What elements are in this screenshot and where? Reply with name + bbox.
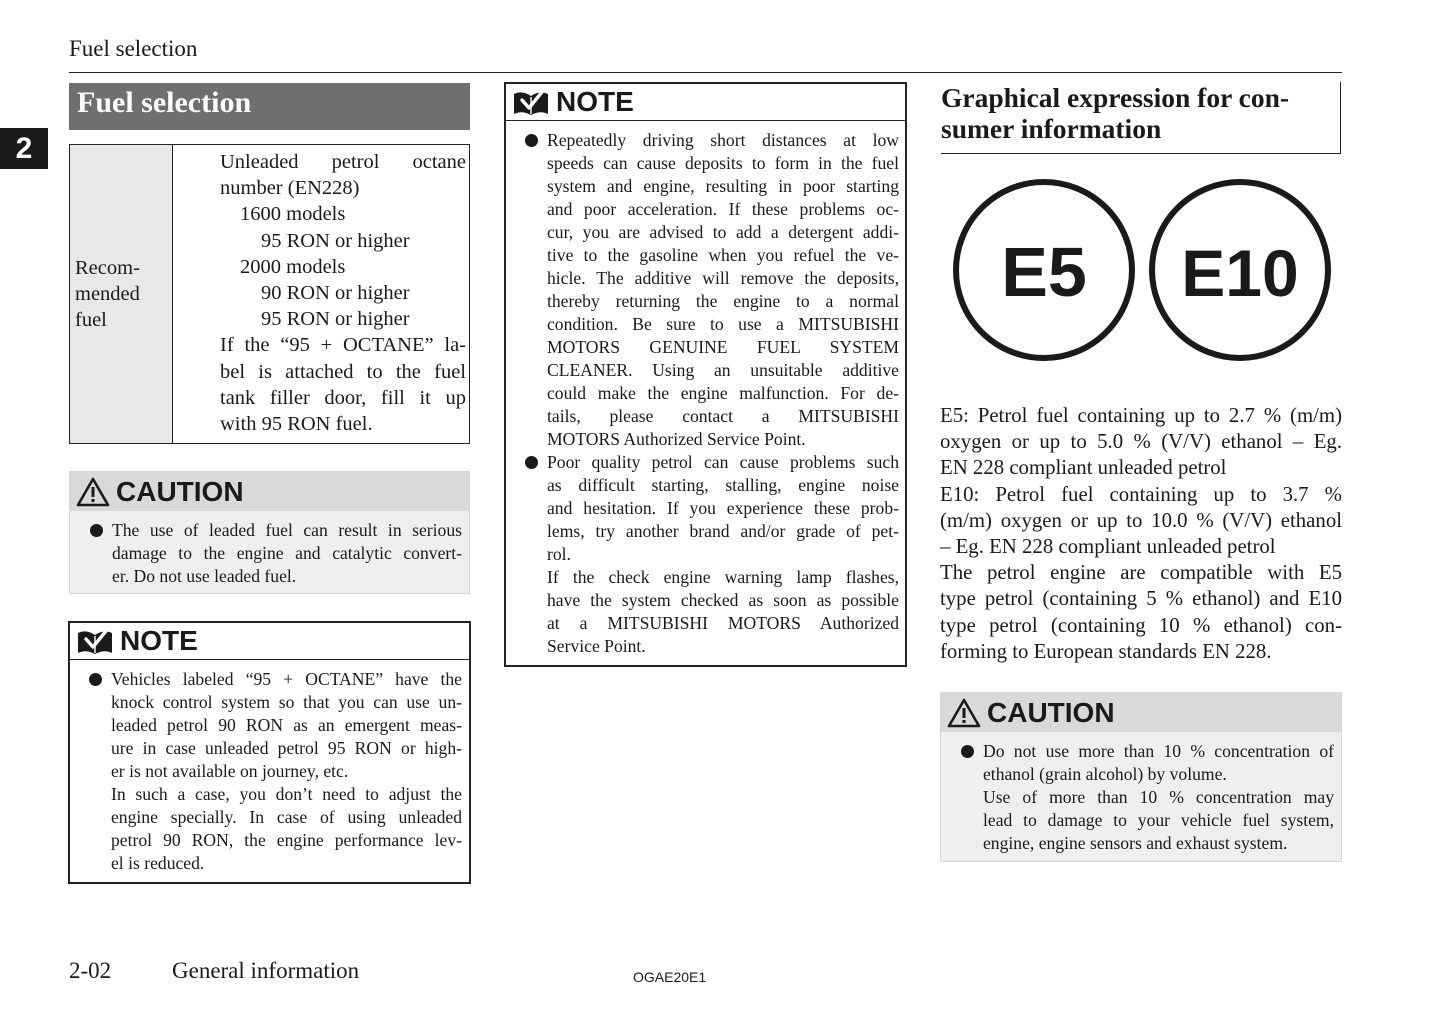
caution-label: CAUTION [987,696,1115,728]
note-line: cur, you are advised to add a detergent addi- [547,222,899,242]
note-line: MOTORS Authorized Service Point. [547,429,806,449]
note-line: In such a case, you don’t need to adjust the [111,784,462,804]
fuel-spec-line: If the “95 + OCTANE” la- [220,334,466,357]
note-line: lems, try another brand and/or grade of pet- [547,521,899,541]
section-title: Fuel selection [69,83,470,130]
caution-line: The use of leaded fuel can result in serious [112,520,462,540]
bullet-icon [525,134,538,147]
chapter-tab: 2 [0,128,48,169]
fuel-table-row-label [75,255,140,334]
fuel-table-label-cell [70,145,173,443]
note-line: tails, please contact a MITSUBISHI [547,406,899,426]
fuel-spec-line: tank filler door, fill it up [220,386,466,409]
note-line: and hesitation. If you experience these prob- [547,498,899,518]
note-list [547,129,899,658]
fuel-spec-line: with 95 RON fuel. [220,413,373,436]
note-label: NOTE [556,86,634,117]
note-line: and poor acceleration. If these problems oc- [547,199,899,219]
header-rule [69,72,1342,73]
list-item [983,740,1334,855]
running-head: Fuel selection [69,36,198,61]
graphical-expression-title [941,82,1341,154]
caution-list [112,519,462,588]
note-box-deposits [504,82,907,667]
model-2000-ron-95: 95 RON or higher [261,308,410,331]
model-1600: 1600 models [240,203,346,226]
note-heading [506,84,905,121]
fuel-table-value-cell [220,149,466,437]
caution-label: CAUTION [116,475,244,507]
fuel-label-explanation [940,403,1342,665]
explanation-line: E10: Petrol fuel containing up to 3.7 % [940,482,1342,506]
e5-badge [956,182,1132,358]
e10-badge [1152,182,1328,358]
caution-line: Do not use more than 10 % concentration of [983,741,1334,761]
explanation-line: – Eg. EN 228 compliant unleaded petrol [940,535,1276,559]
list-item [111,668,462,875]
note-line: Service Point. [547,636,646,656]
note-line: Poor quality petrol can cause problems such [547,452,899,472]
note-line: rol. [547,544,571,564]
row-label-line: Recom- [75,257,140,279]
fuel-table [69,144,470,444]
model-2000: 2000 models [240,255,346,278]
caution-box-leaded-fuel [69,471,470,594]
explanation-line: EN 228 compliant unleaded petrol [940,456,1227,480]
bullet-icon [89,673,102,686]
caution-line: er. Do not use leaded fuel. [112,566,297,586]
row-label-line: fuel [75,309,107,332]
explanation-line: forming to European standards EN 228. [940,639,1272,663]
model-1600-ron: 95 RON or higher [261,229,410,252]
warning-triangle-icon [947,698,981,728]
caution-heading [70,472,469,511]
e5-label: E5 [1001,233,1087,311]
bullet-icon [525,456,538,469]
note-line: er is not available on journey, etc. [111,761,349,781]
list-item [112,519,462,588]
title-line: Graphical expression for con- [941,82,1290,113]
document-code: OGAE20E1 [633,969,707,985]
caution-line: Use of more than 10 % concentration may [983,787,1334,807]
caution-list [983,740,1334,855]
explanation-line: oxygen or up to 5.0 % (V/V) ethanol – Eg. [940,430,1342,454]
explanation-line: E5: Petrol fuel containing up to 2.7 % (m/m) [940,404,1342,427]
open-book-check-icon [512,88,550,116]
chapter-name: General information [172,958,360,983]
list-item [547,451,899,658]
bullet-icon [90,524,103,537]
caution-line: engine, engine sensors and exhaust system. [983,833,1288,853]
note-line: leaded petrol 90 RON as an emergent meas- [111,715,462,735]
note-line: system and engine, resulting in poor starting [547,176,899,196]
page-number: 2-02 [69,958,112,983]
list-item [547,129,899,451]
note-line: as difficult starting, stalling, engine noise [547,475,899,495]
fuel-spec-line: bel is attached to the fuel [220,360,466,383]
explanation-line: (m/m) oxygen or up to 10.0 % (V/V) ethanol [940,508,1342,532]
note-line: thereby returning the engine to a normal [547,291,899,311]
model-2000-ron-90: 90 RON or higher [261,282,410,305]
note-line: condition. Be sure to use a MITSUBISHI [547,314,899,334]
bullet-icon [961,745,974,758]
open-book-check-icon [76,627,114,655]
e10-label: E10 [1181,236,1299,310]
caution-line: damage to the engine and catalytic convert- [112,543,462,563]
note-line: MOTORS GENUINE FUEL SYSTEM [547,337,899,357]
note-box-95-octane [68,621,471,884]
note-line: tive to the gasoline when you refuel the ve- [547,245,899,265]
note-line: CLEANER. Using an unsuitable additive [547,360,899,380]
note-list [111,668,462,875]
fuel-label-badges [952,176,1334,364]
title-line: sumer information [941,113,1162,144]
note-line: knock control system so that you can use un- [111,692,462,712]
note-line: petrol 90 RON, the engine performance lev- [111,830,462,850]
note-line: speeds can cause deposits to form in the fuel [547,153,899,173]
caution-line: ethanol (grain alcohol) by volume. [983,764,1227,784]
warning-triangle-icon [76,477,110,507]
caution-box-ethanol [940,692,1342,862]
note-line: at a MITSUBISHI MOTORS Authorized [547,613,899,633]
note-line: ure in case unleaded petrol 95 RON or high- [111,738,462,758]
caution-line: lead to damage to your vehicle fuel system, [983,810,1334,830]
note-line: el is reduced. [111,853,205,873]
note-line: have the system checked as soon as possible [547,590,899,610]
caution-heading [941,693,1341,732]
note-line: Vehicles labeled “95 + OCTANE” have the [111,669,462,689]
explanation-line: type petrol (containing 10 % ethanol) con- [940,613,1342,637]
explanation-line: type petrol (containing 5 % ethanol) and E10 [940,587,1342,611]
note-heading [70,623,469,660]
fuel-spec-line: number (EN228) [220,177,360,200]
note-line: could make the engine malfunction. For de- [547,383,899,403]
note-line: If the check engine warning lamp flashes, [547,567,899,587]
explanation-line: The petrol engine are compatible with E5 [940,561,1342,585]
note-line: Repeatedly driving short distances at low [547,130,899,150]
fuel-spec-line: Unleaded petrol octane [220,151,466,173]
note-label: NOTE [120,625,198,656]
note-line: hicle. The additive will remove the deposits, [547,268,899,288]
row-label-line: mended [75,283,140,306]
note-line: engine specially. In case of using unleaded [111,807,462,827]
